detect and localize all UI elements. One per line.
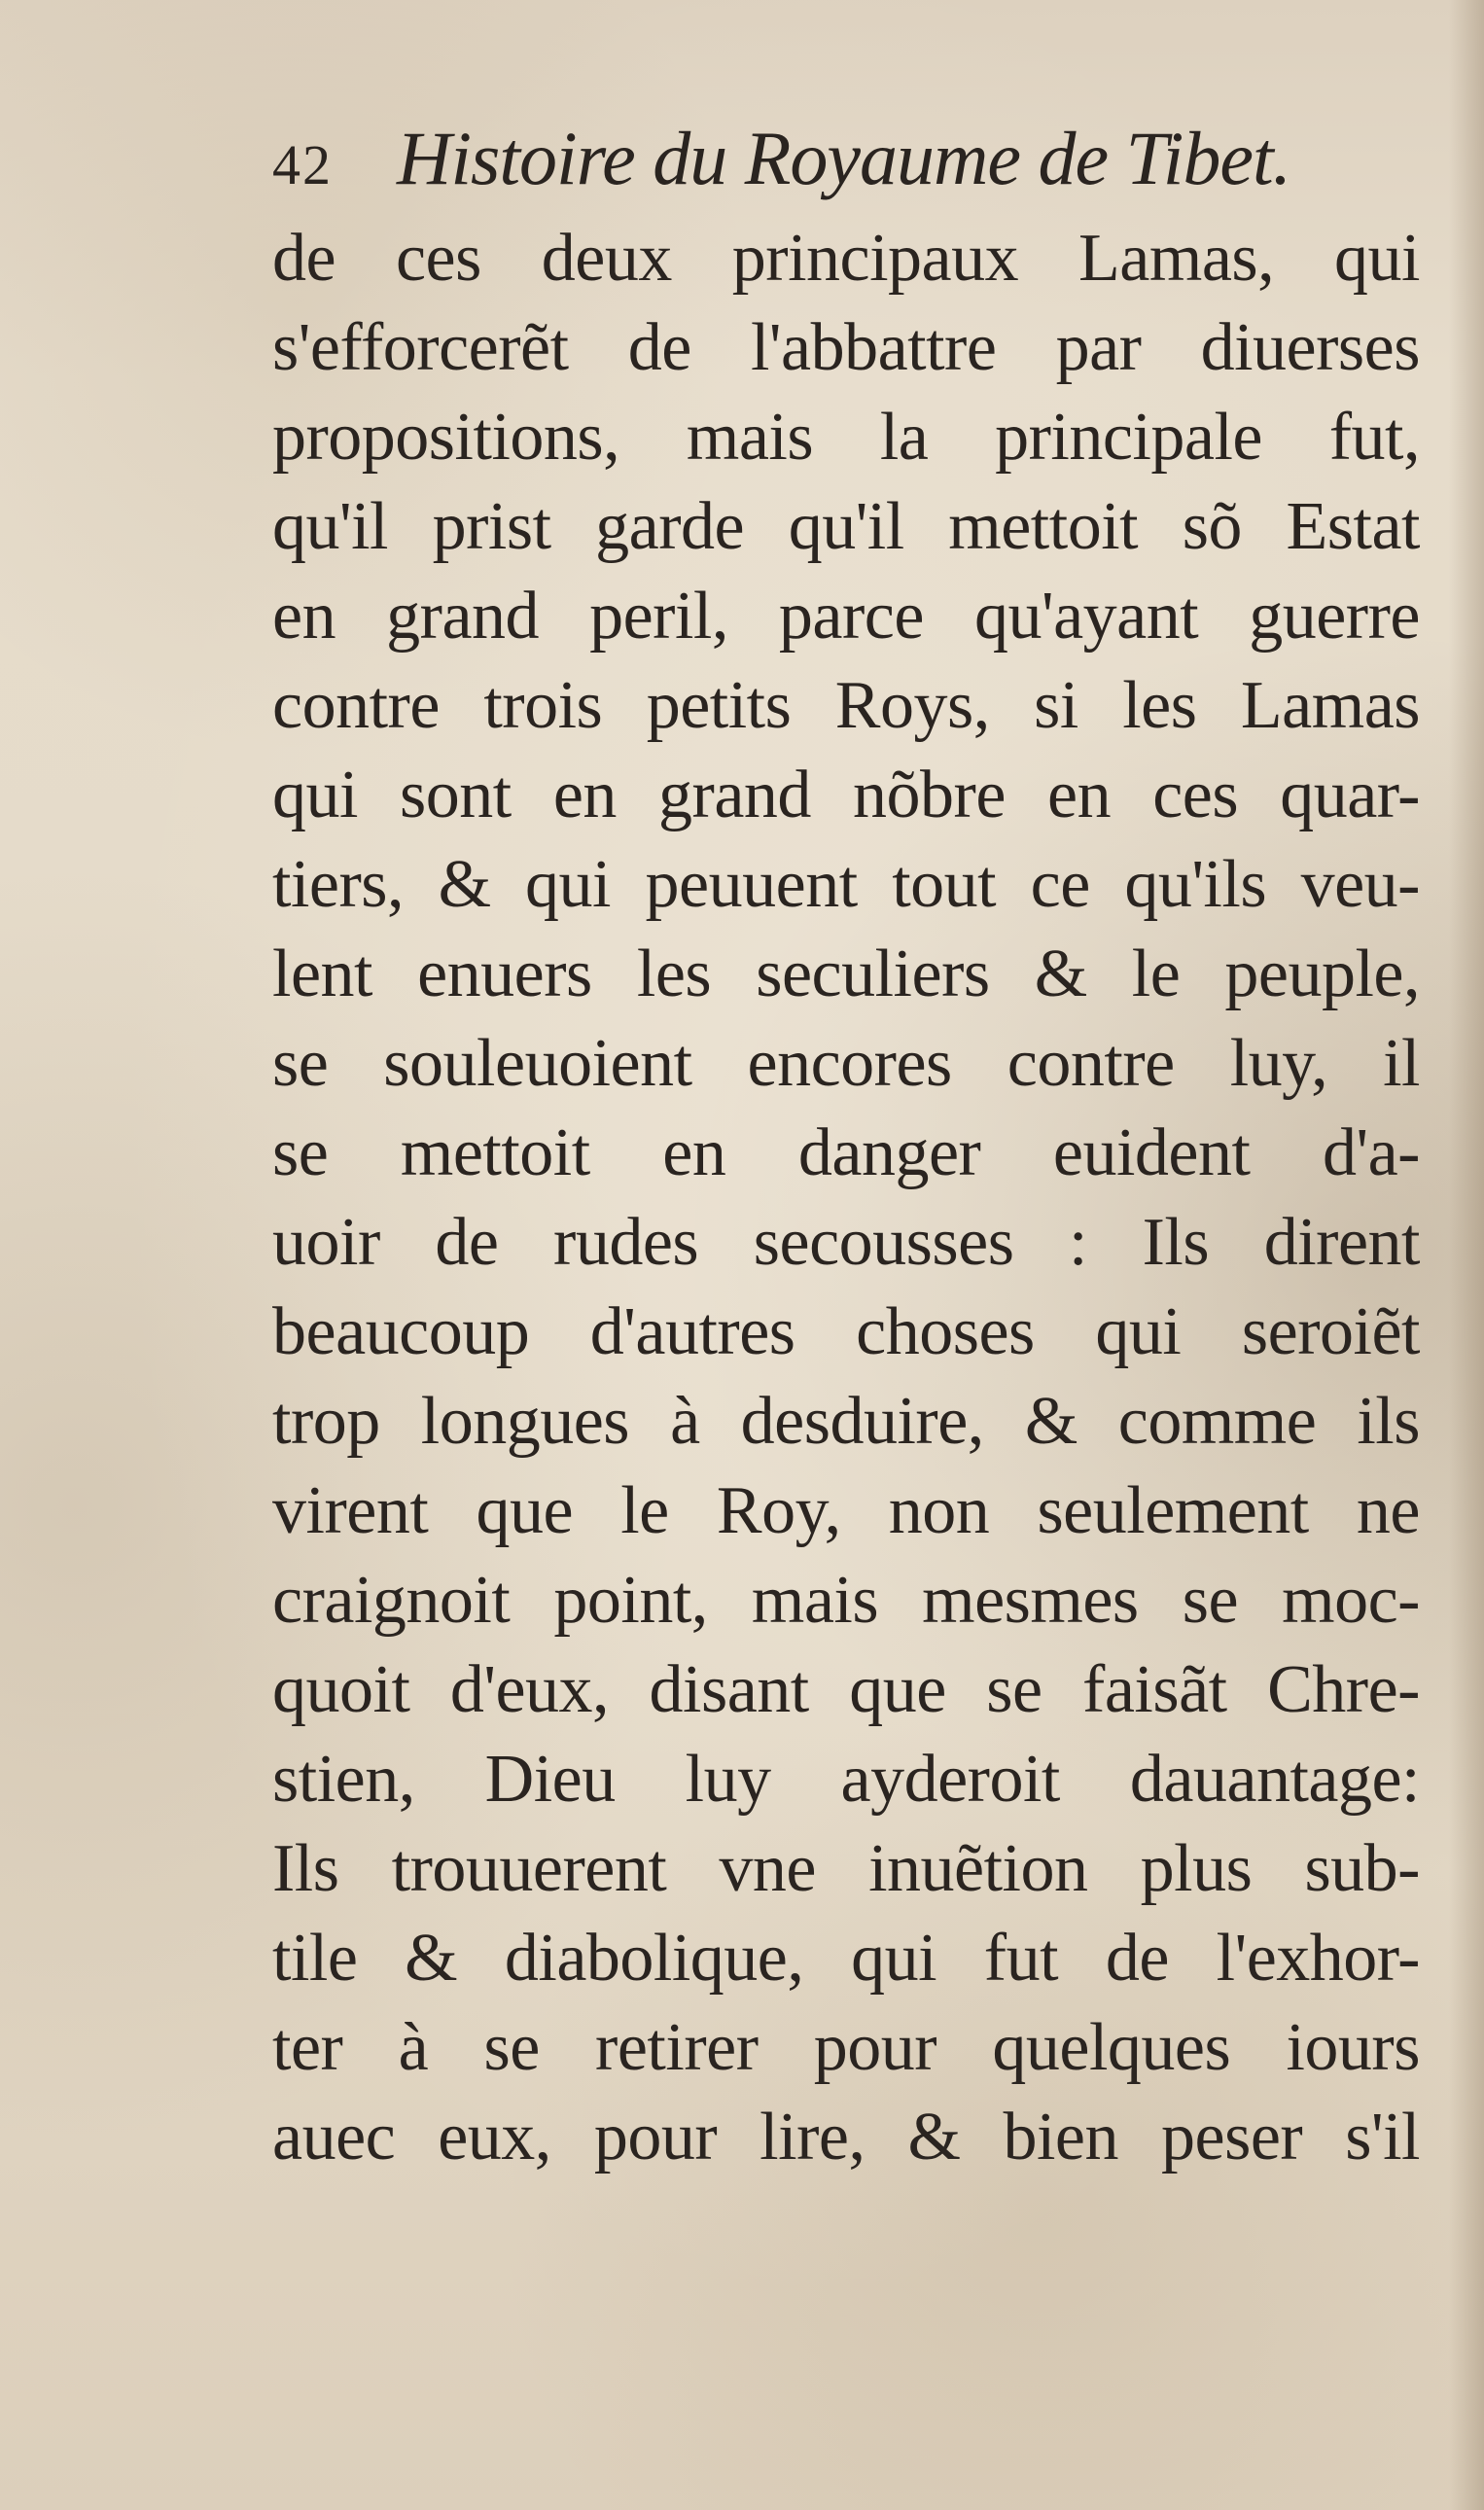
text-line: propositions, mais la principale fut, <box>272 400 1420 475</box>
text-line: ter à se retirer pour quelques iours <box>272 2010 1420 2085</box>
text-line: Ils trouuerent vne inuẽtion plus sub- <box>272 1831 1420 1906</box>
text-line: qu'il prist garde qu'il mettoit sõ Estat <box>272 489 1420 564</box>
text-line: lent enuers les seculiers & le peuple, <box>272 937 1420 1011</box>
text-line: qui sont en grand nõbre en ces quar- <box>272 758 1420 832</box>
text-line: tile & diabolique, qui fut de l'exhor- <box>272 1921 1420 1996</box>
page-header <box>272 115 1420 204</box>
text-line: stien, Dieu luy ayderoit dauantage: <box>272 1742 1420 1817</box>
text-line: beaucoup d'autres choses qui seroiẽt <box>272 1294 1420 1369</box>
text-line: trop longues à desduire, & comme ils <box>272 1384 1420 1459</box>
text-line: virent que le Roy, non seulement ne <box>272 1473 1420 1548</box>
text-line: de ces deux principaux Lamas, qui <box>272 221 1420 296</box>
text-line: contre trois petits Roys, si les Lamas <box>272 668 1420 743</box>
text-line: se mettoit en danger euident d'a- <box>272 1115 1420 1190</box>
page-edge-shadow <box>1449 0 1484 2510</box>
text-line: en grand peril, parce qu'ayant guerre <box>272 579 1420 654</box>
text-line: s'efforcerẽt de l'abbattre par diuerses <box>272 310 1420 385</box>
text-line: tiers, & qui peuuent tout ce qu'ils veu- <box>272 847 1420 922</box>
text-block <box>272 115 1420 2182</box>
running-head: Histoire du Royaume de Tibet. <box>397 116 1291 200</box>
text-line: auec eux, pour lire, & bien peser s'il <box>272 2100 1420 2174</box>
text-line: craignoit point, mais mesmes se moc- <box>272 1563 1420 1638</box>
text-line: uoir de rudes secousses : Ils dirent <box>272 1205 1420 1280</box>
text-line: se souleuoient encores contre luy, il <box>272 1026 1420 1101</box>
text-line: quoit d'eux, disant que se faisãt Chre- <box>272 1652 1420 1727</box>
page-number: 42 <box>272 133 333 196</box>
